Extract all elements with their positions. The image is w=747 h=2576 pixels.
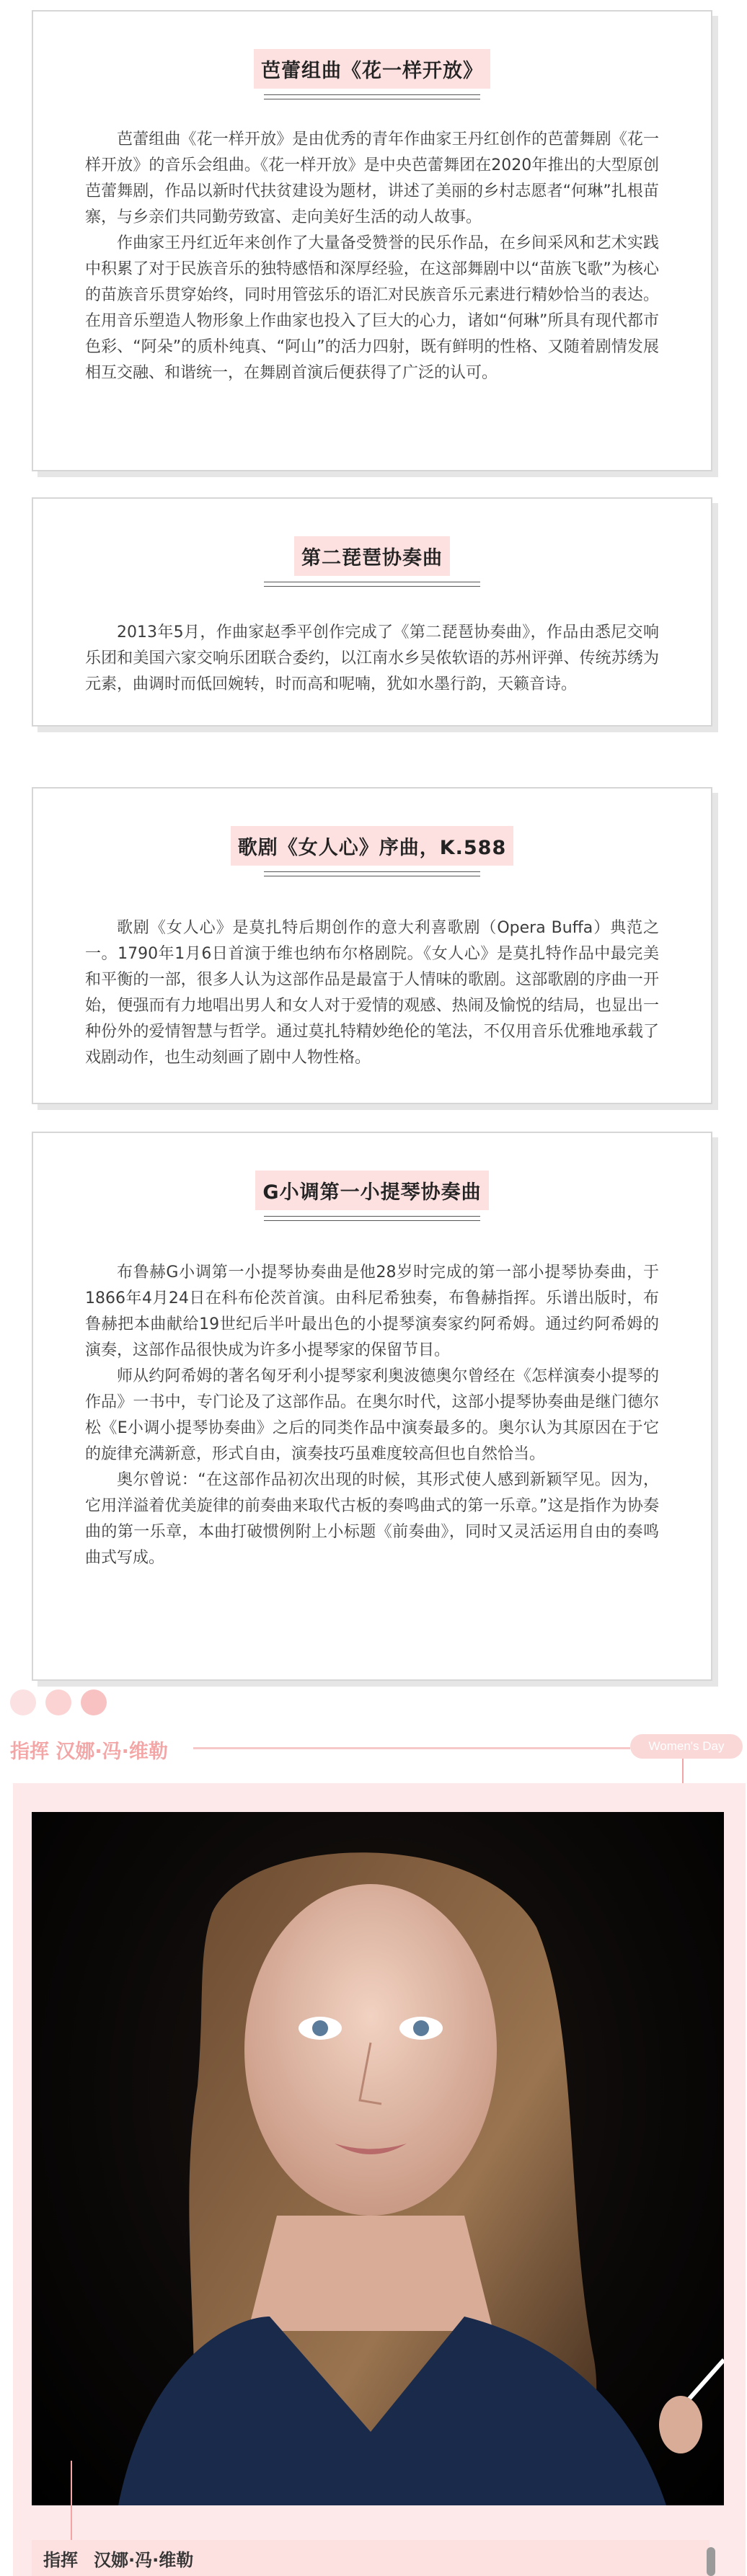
paragraph: 作曲家王丹红近年来创作了大量备受赞誉的民乐作品，在乡间采风和艺术实践中积累了对于民族音乐的独特感悟和深厚经验，在这部舞剧中以“苗族飞歌”为核心的苗族音乐贯穿始终，同时用管弦乐的语汇对民族音乐元素进行精妙恰当的表达。在用音乐塑造人物形象上作曲家也投入了巨大的心力，诸如“何琳”所具有现代都市色彩、“阿朵”的质朴纯真、“阿山”的活力四射，既有鲜明的性格、又随着剧情发展相互交融、和谐统一，在舞剧首演后便获得了广泛的认可。 xyxy=(85,234,659,382)
paragraph: 布鲁赫G小调第一小提琴协奏曲是他28岁时完成的第一部小提琴协奏曲，于1866年4月24日在科布伦茨首演。由科尼希独奏，布鲁赫指挥。乐谱出版时，布鲁赫把本曲献给19世纪后半叶最出色的小提琴演奏家约阿希姆。通过约阿希姆的演奏，这部作品很快成为许多小提琴家的保留节目。 xyxy=(85,1263,659,1359)
hand-shape xyxy=(659,2396,702,2453)
section-card-1 xyxy=(32,10,712,471)
womens-day-badge: Women's Day xyxy=(630,1734,743,1759)
neck-shape xyxy=(248,2216,493,2331)
paragraph: 芭蕾组曲《花一样开放》是由优秀的青年作曲家王丹红创作的芭蕾舞剧《花一样开放》的音乐会组曲。《花一样开放》是中央芭蕾舞团在2020年推出的大型原创芭蕾舞剧，作品以新时代扶贫建设为题材，讲述了美丽的乡村志愿者“何琳”扎根苗寨，与乡亲们共同勤劳致富、走向美好生活的动人故事。 xyxy=(85,130,659,226)
section-body xyxy=(85,1260,659,1571)
accent-line xyxy=(71,2461,72,2540)
section-body xyxy=(85,127,659,386)
iris-icon xyxy=(312,2020,328,2036)
section-title: 芭蕾组曲《花一样开放》 xyxy=(254,49,490,89)
paragraph: 2013年5月，作曲家赵季平创作完成了《第二琵琶协奏曲》，作品由悉尼交响乐团和美国六家交响乐团联合委约，以江南水乡吴侬软语的苏州评弹、传统苏绣为元素，曲调时而低回婉转，时而高和呢喃，犹如水墨行韵，天籁音诗。 xyxy=(85,623,659,693)
section-card-3 xyxy=(32,787,712,1104)
title-divider xyxy=(264,94,480,99)
conductor-photo xyxy=(32,1812,724,2505)
section-title: 歌剧《女人心》序曲，K.588 xyxy=(231,826,514,866)
iris-icon xyxy=(413,2020,429,2036)
caption-role: 指挥 xyxy=(43,2550,78,2570)
dot-icon xyxy=(81,1689,107,1715)
dot-icon xyxy=(10,1689,36,1715)
section-title: 第二琵琶协奏曲 xyxy=(294,536,450,576)
section-title: G小调第一小提琴协奏曲 xyxy=(255,1171,488,1210)
heading-rule xyxy=(193,1747,630,1749)
title-divider xyxy=(264,871,480,876)
paragraph: 奥尔曾说：“在这部作品初次出现的时候，其形式使人感到新颖罕见。因为，它用洋溢着优美旋律的前奏曲来取代古板的奏鸣曲式的第一乐章。”这是指作为协奏曲的第一乐章，本曲打破惯例附上小标题《前奏曲》，同时又灵活运用自由的奏鸣曲式写成。 xyxy=(85,1471,659,1567)
scrollbar-thumb[interactable] xyxy=(707,2547,715,2576)
section-body xyxy=(85,620,659,698)
section-card-2 xyxy=(32,497,712,727)
face-shape xyxy=(244,1884,497,2216)
paragraph: 师从约阿希姆的著名匈牙利小提琴家利奥波德奥尔曾经在《怎样演奏小提琴的作品》一书中，专门论及了这部作品。在奥尔时代，这部小提琴协奏曲是继门德尔松《E小调小提琴协奏曲》之后的同类作品中演奏最多的。奥尔认为其原因在于它的旋律充满新意，形式自由，演奏技巧虽难度较高但也自然恰当。 xyxy=(85,1367,659,1463)
section-card-4 xyxy=(32,1132,712,1681)
title-divider xyxy=(264,582,480,587)
title-divider xyxy=(264,1216,480,1221)
dot-icon xyxy=(45,1689,71,1715)
paragraph: 歌剧《女人心》是莫扎特后期创作的意大利喜歌剧（Opera Buffa）典范之一。1790年1月6日首演于维也纳布尔格剧院。《女人心》是莫扎特作品中最完美和平衡的一部，很多人认为这部作品是最富于人情味的歌剧。这部歌剧的序曲一开始，便强而有力地唱出男人和女人对于爱情的观感、热闹及愉悦的结局，也显出一种份外的爱情智慧与哲学。通过莫扎特精妙绝伦的笔法，不仅用音乐优雅地承载了戏剧动作，也生动刻画了剧中人物性格。 xyxy=(85,919,659,1067)
photo-caption xyxy=(43,2546,209,2571)
portrait-illustration xyxy=(32,1812,724,2505)
conductor-heading: 指挥 汉娜·冯·维勒 xyxy=(10,1741,168,1763)
caption-bar xyxy=(32,2540,710,2576)
section-body xyxy=(85,915,659,1071)
caption-name: 汉娜·冯·维勒 xyxy=(94,2550,194,2570)
decorative-dots xyxy=(10,1689,112,1718)
